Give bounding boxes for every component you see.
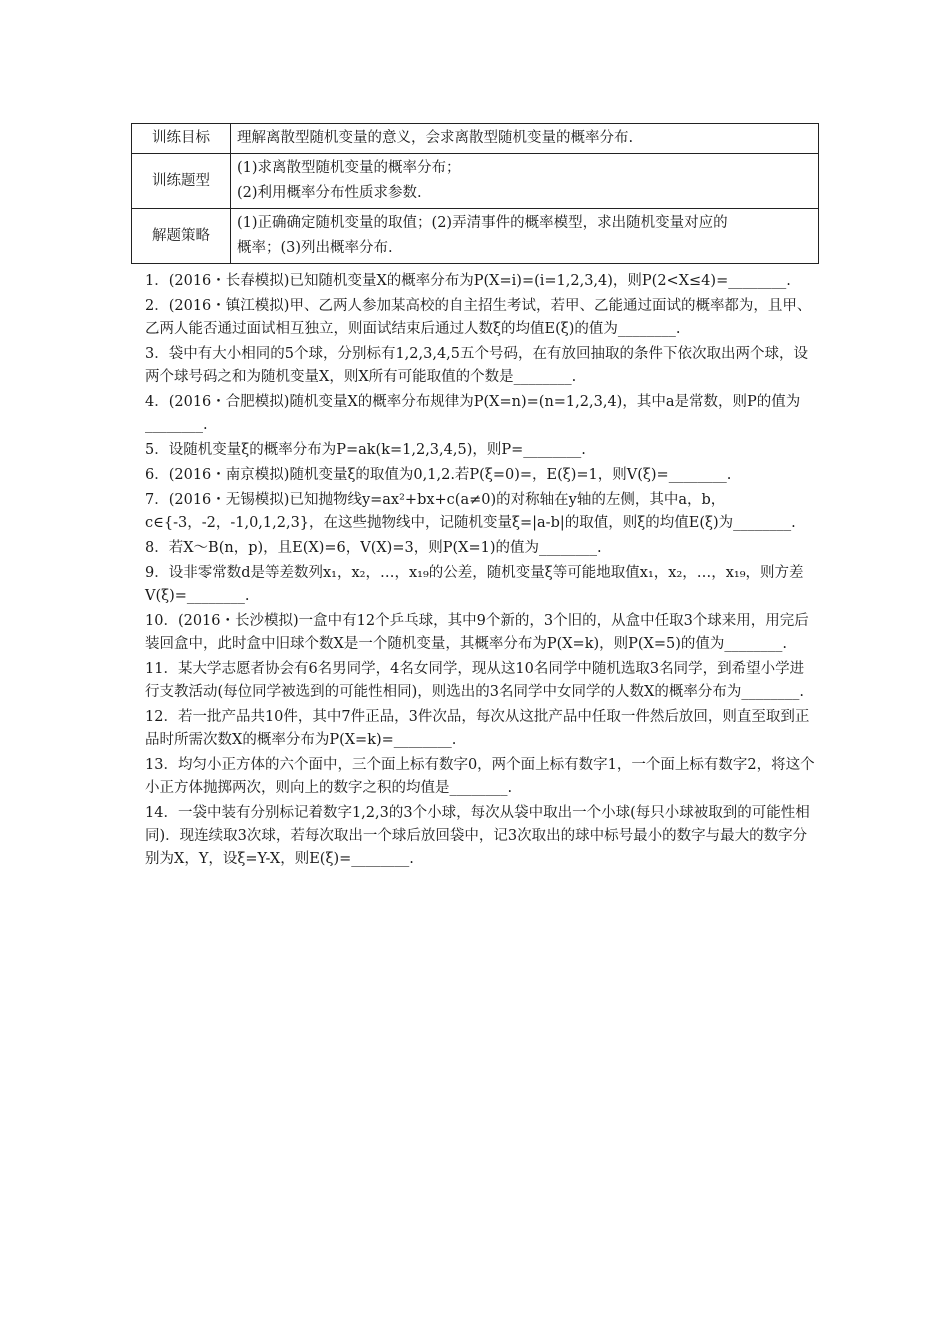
table-key-cell: 解题策略 [132,209,231,264]
table-key-cell: 训练目标 [132,124,231,154]
question-item: 12．若一批产品共10件，其中7件正品，3件次品，每次从这批产品中任取一件然后放回，则直至取到正品时所需次数X的概率分布为P(X=k)=________. [145,709,810,748]
table-value-cell [231,154,819,209]
question-item: 11．某大学志愿者协会有6名男同学，4名女同学，现从这10名同学中随机选取3名同学，到希望小学进行支教活动(每位同学被选到的可能性相同)，则选出的3名同学中女同学的人数X的概率分布为________. [145,661,805,700]
question-item: 8．若X～B(n，p)，且E(X)=6，V(X)=3，则P(X=1)的值为________. [145,540,602,556]
question-item: 14．一袋中装有分别标记着数字1,2,3的3个小球，每次从袋中取出一个小球(每只小球被取到的可能性相同)．现连续取3次球，若每次取出一个球后放回袋中，记3次取出的球中标号最小的数字与最大的数字分别为X，Y，设ξ=Y-X，则E(ξ)=________. [145,805,810,867]
question-item: 13．均匀小正方体的六个面中，三个面上标有数字0，两个面上标有数字1，一个面上标有数字2，将这个小正方体抛掷两次，则向上的数字之积的均值是________. [145,757,815,796]
question-item: 3．袋中有大小相同的5个球，分别标有1,2,3,4,5五个号码，在有放回抽取的条件下依次取出两个球，设两个球号码之和为随机变量X，则X所有可能取值的个数是________. [145,346,809,385]
question-item: 6．(2016・南京模拟)随机变量ξ的取值为0,1,2.若P(ξ=0)=，E(ξ)=1，则V(ξ)=________. [145,467,732,483]
training-info-table [131,123,819,264]
table-value-line: (2)利用概率分布性质求参数. [237,185,422,201]
table-value-cell [231,209,819,264]
question-item: 5．设随机变量ξ的概率分布为P=ak(k=1,2,3,4,5)，则P=________. [145,442,586,458]
table-row [132,209,819,264]
question-item: 1．(2016・长春模拟)已知随机变量X的概率分布为P(X=i)=(i=1,2,3,4)，则P(2<X≤4)=________. [145,273,791,289]
question-item: 10．(2016・长沙模拟)一盒中有12个乒乓球，其中9个新的，3个旧的，从盒中任取3个球来用，用完后装回盒中，此时盒中旧球个数X是一个随机变量，其概率分布为P(X=k)，则P(X=5)的值为________. [145,613,809,652]
question-item: 9．设非零常数d是等差数列x₁，x₂，…，x₁₉的公差，随机变量ξ等可能地取值x₁，x₂，…，x₁₉，则方差V(ξ)=________. [145,565,804,604]
question-item: 4．(2016・合肥模拟)随机变量X的概率分布规律为P(X=n)=(n=1,2,3,4)，其中a是常数，则P的值为________. [145,394,801,433]
table-key-cell: 训练题型 [132,154,231,209]
table-value-line: 概率；(3)列出概率分布. [237,240,393,256]
question-item: 2．(2016・镇江模拟)甲、乙两人参加某高校的自主招生考试，若甲、乙能通过面试的概率都为，且甲、乙两人能否通过面试相互独立，则面试结束后通过人数ξ的均值E(ξ)的值为________. [145,298,812,337]
table-row [132,154,819,209]
question-list [145,270,817,871]
table-row [132,124,819,154]
table-value-line: (1)求离散型随机变量的概率分布； [237,160,461,176]
table-value-cell [231,124,819,154]
table-value-line: (1)正确确定随机变量的取值；(2)弄清事件的概率模型，求出随机变量对应的 [237,215,728,231]
question-item: 7．(2016・无锡模拟)已知抛物线y=ax²+bx+c(a≠0)的对称轴在y轴的左侧，其中a，b，c∈{-3，-2，-1,0,1,2,3}，在这些抛物线中，记随机变量ξ=|a-b|的取值，则ξ的均值E(ξ)为________. [145,492,796,531]
table-value-line: 理解离散型随机变量的意义，会求离散型随机变量的概率分布. [237,130,634,146]
